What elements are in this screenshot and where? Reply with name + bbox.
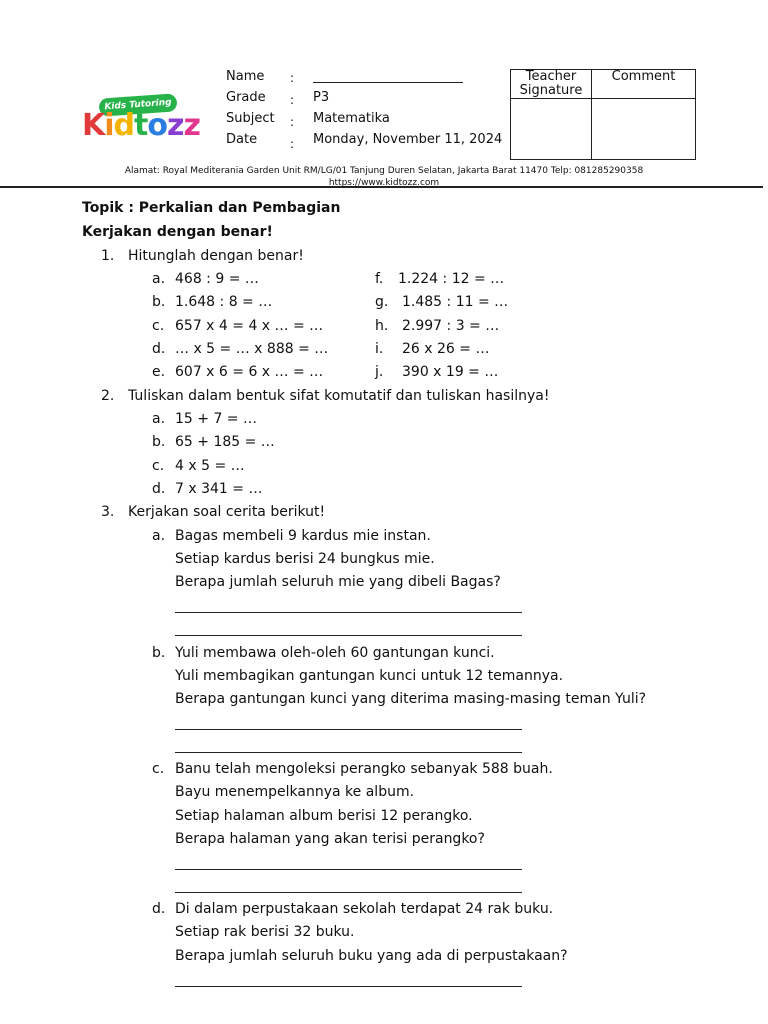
- q1-item-text: 1.224 : 12 = …: [398, 271, 505, 287]
- q1-item-text: 26 x 26 = …: [402, 341, 490, 357]
- answer-line[interactable]: [175, 635, 522, 636]
- q3c-line: Bayu menempelkannya ke album.: [175, 784, 415, 800]
- q2-item-text: 15 + 7 = …: [175, 411, 257, 427]
- colon: :: [290, 71, 295, 85]
- date-value: Monday, November 11, 2024: [313, 132, 503, 147]
- logo-letter: d: [113, 108, 135, 143]
- q3d-line: Setiap rak berisi 32 buku.: [175, 924, 355, 940]
- q1-item-label: b.: [152, 294, 166, 310]
- answer-line[interactable]: [175, 612, 522, 613]
- comment-cell[interactable]: [592, 99, 696, 160]
- q3b-line: Yuli membawa oleh-oleh 60 gantungan kunci.: [175, 645, 495, 661]
- logo-letter: z: [167, 108, 184, 143]
- q1-text: Hitunglah dengan benar!: [128, 248, 304, 264]
- signature-table: [510, 69, 696, 160]
- logo-letter: z: [183, 108, 200, 143]
- grade-value: P3: [313, 90, 330, 105]
- q1-item-text: 657 x 4 = 4 x … = …: [175, 318, 324, 334]
- q2-item-label: a.: [152, 411, 166, 427]
- q3a-line: Setiap kardus berisi 24 bungkus mie.: [175, 551, 435, 567]
- q1-item-text: 1.648 : 8 = …: [175, 294, 273, 310]
- q1-item-text: 468 : 9 = …: [175, 271, 259, 287]
- subject-value: Matematika: [313, 111, 390, 126]
- answer-line[interactable]: [175, 869, 522, 870]
- q3d-line: Di dalam perpustakaan sekolah terdapat 24 rak buku.: [175, 901, 554, 917]
- comment-header: Comment: [592, 70, 696, 99]
- q1-item-label: h.: [375, 318, 389, 334]
- website-text: https://www.kidtozz.com: [328, 178, 440, 188]
- answer-line[interactable]: [175, 752, 522, 753]
- address-text: Alamat: Royal Mediterania Garden Unit RM/LG/01 Tanjung Duren Selatan, Jakarta Barat 11470 Telp: 081285290358: [124, 166, 644, 176]
- teacher-signature-line1: Teacher: [525, 69, 577, 84]
- teacher-signature-line2: Signature: [519, 83, 583, 98]
- logo-letter: K: [82, 108, 105, 143]
- colon: :: [290, 115, 295, 129]
- q1-item-label: e.: [152, 364, 166, 380]
- q3c-line: Setiap halaman album berisi 12 perangko.: [175, 808, 473, 824]
- q1-item-label: c.: [152, 318, 165, 334]
- subject-label: Subject: [226, 111, 275, 126]
- name-label: Name: [226, 69, 265, 84]
- answer-line[interactable]: [175, 892, 522, 893]
- q2-item-text: 4 x 5 = …: [175, 458, 245, 474]
- answer-line[interactable]: [175, 986, 522, 987]
- q1-item-text: 607 x 6 = 6 x … = …: [175, 364, 324, 380]
- q3b-line: Berapa gantungan kunci yang diterima masing-masing teman Yuli?: [175, 691, 647, 707]
- q3a-line: Berapa jumlah seluruh mie yang dibeli Bagas?: [175, 574, 501, 590]
- name-field[interactable]: [313, 82, 463, 83]
- q3-item-label: c.: [152, 761, 165, 777]
- q1-item-text: 2.997 : 3 = …: [402, 318, 500, 334]
- q2-text: Tuliskan dalam bentuk sifat komutatif dan tuliskan hasilnya!: [128, 388, 550, 404]
- q3c-line: Banu telah mengoleksi perangko sebanyak 588 buah.: [175, 761, 553, 777]
- logo-letter: o: [147, 108, 167, 143]
- logo-letter: t: [134, 108, 148, 143]
- q2-item-text: 65 + 185 = …: [175, 434, 275, 450]
- q3-number: 3.: [101, 504, 115, 520]
- grade-label: Grade: [226, 90, 266, 105]
- q3c-line: Berapa halaman yang akan terisi perangko?: [175, 831, 485, 847]
- q2-item-label: c.: [152, 458, 165, 474]
- q3d-line: Berapa jumlah seluruh buku yang ada di perpustakaan?: [175, 948, 568, 964]
- header-divider: [0, 186, 763, 188]
- colon: :: [290, 137, 295, 151]
- topic-title: Topik : Perkalian dan Pembagian: [82, 200, 341, 216]
- q2-item-label: b.: [152, 434, 166, 450]
- logo-ribbon: Kids Tutoring: [98, 93, 177, 116]
- q3-item-label: d.: [152, 901, 166, 917]
- kidtozz-logo: [82, 106, 200, 146]
- colon: :: [290, 93, 295, 107]
- date-label: Date: [226, 132, 258, 147]
- q1-item-label: a.: [152, 271, 166, 287]
- instruction: Kerjakan dengan benar!: [82, 224, 273, 240]
- q2-item-text: 7 x 341 = …: [175, 481, 263, 497]
- teacher-signature-header: [511, 70, 592, 99]
- q1-number: 1.: [101, 248, 115, 264]
- q3-text: Kerjakan soal cerita berikut!: [128, 504, 326, 520]
- q3a-line: Bagas membeli 9 kardus mie instan.: [175, 528, 431, 544]
- q3b-line: Yuli membagikan gantungan kunci untuk 12 temannya.: [175, 668, 564, 684]
- q1-item-text: 1.485 : 11 = …: [402, 294, 509, 310]
- q1-item-label: f.: [375, 271, 384, 287]
- logo-letter: i: [104, 108, 114, 143]
- q1-item-label: j.: [375, 364, 384, 380]
- q1-item-label: g.: [375, 294, 389, 310]
- q2-number: 2.: [101, 388, 115, 404]
- teacher-signature-cell[interactable]: [511, 99, 592, 160]
- q2-item-label: d.: [152, 481, 166, 497]
- q1-item-label: d.: [152, 341, 166, 357]
- q3-item-label: a.: [152, 528, 166, 544]
- q1-item-label: i.: [375, 341, 384, 357]
- q1-item-text: 390 x 19 = …: [402, 364, 499, 380]
- answer-line[interactable]: [175, 729, 522, 730]
- q1-item-text: … x 5 = … x 888 = …: [175, 341, 329, 357]
- q3-item-label: b.: [152, 645, 166, 661]
